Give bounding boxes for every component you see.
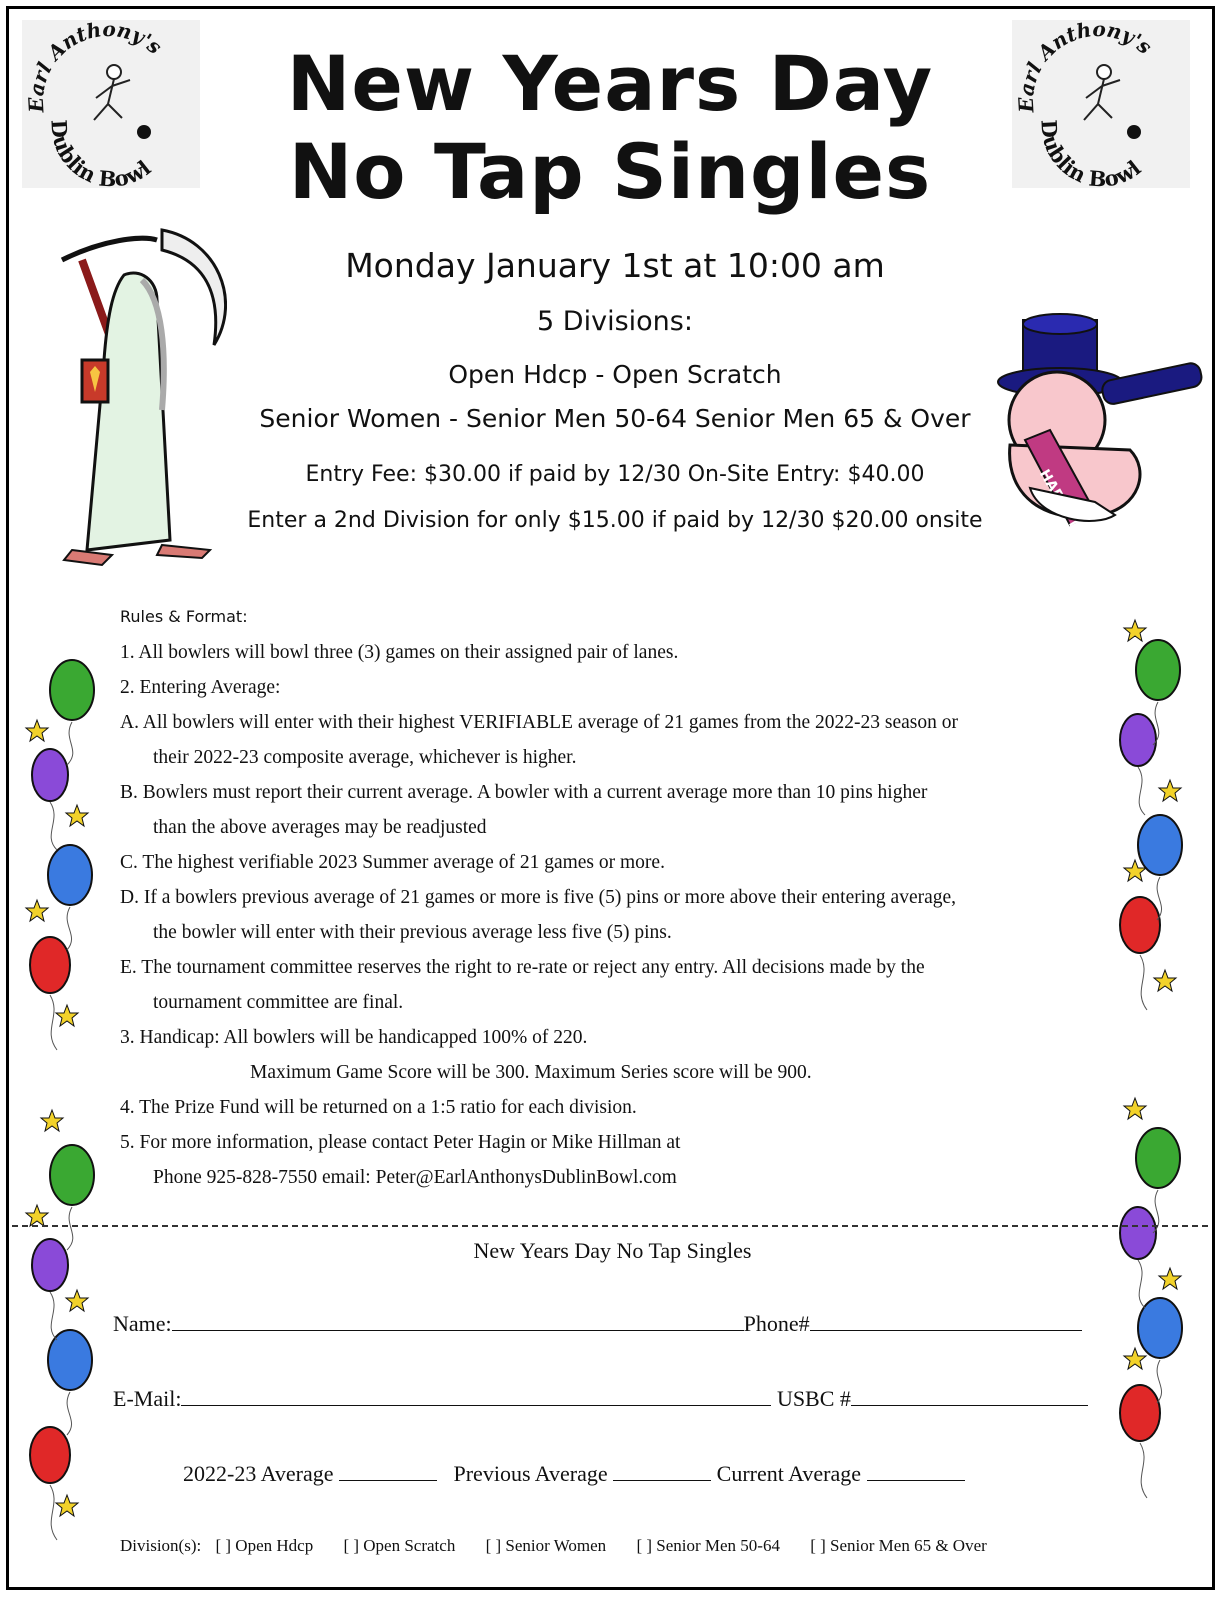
svg-text:Earl Anthony's — [24, 20, 167, 114]
rule-2c: C. The highest verifiable 2023 Summer average of 21 games or more. — [120, 852, 665, 873]
current-avg-field[interactable] — [867, 1460, 965, 1481]
usbc-field[interactable] — [851, 1385, 1088, 1406]
dublin-bowl-logo-right — [1012, 20, 1190, 188]
balloons-decoration-left-top — [22, 630, 102, 1090]
division-option-senior-men-65-over[interactable]: [ ] Senior Men 65 & Over — [810, 1536, 987, 1555]
prev-avg-field[interactable] — [613, 1460, 711, 1481]
rule-2d-cont: the bowler will enter with their previous average less five (5) pins. — [153, 922, 672, 943]
division-option-open-scratch[interactable]: [ ] Open Scratch — [343, 1536, 456, 1555]
logo-top-text: Earl Anthony's — [23, 20, 167, 114]
phone-label: Phone# — [743, 1311, 810, 1336]
divisions-label: Division(s): — [120, 1536, 202, 1555]
balloons-decoration-left-bottom — [22, 1105, 102, 1565]
rule-2a-cont: their 2022-23 composite average, whichever is higher. — [153, 747, 577, 768]
title-line-2: No Tap Singles — [288, 127, 932, 216]
name-row — [113, 1310, 1082, 1337]
form-title: New Years Day No Tap Singles — [473, 1238, 752, 1263]
divisions-heading: 5 Divisions: — [537, 306, 693, 337]
baby-new-year-illustration — [985, 290, 1220, 535]
usbc-label: USBC # — [776, 1386, 851, 1411]
divisions-checkbox-row — [120, 1536, 1110, 1556]
cut-line — [12, 1225, 1208, 1227]
division-option-senior-men-50-64[interactable]: [ ] Senior Men 50-64 — [636, 1536, 780, 1555]
svg-text:Earl Anthony's — [1014, 20, 1157, 114]
rule-2d: D. If a bowlers previous average of 21 games or more is five (5) pins or more above their entering average, — [120, 887, 957, 908]
rule-3: 3. Handicap: All bowlers will be handicapped 100% of 220. — [120, 1027, 588, 1048]
rule-2a: A. All bowlers will enter with their highest VERIFIABLE average of 21 games from the 2022-23 season or — [120, 712, 958, 733]
prev-avg-label: Previous Average — [453, 1461, 608, 1486]
father-time-illustration — [42, 220, 227, 575]
second-division-fee: Enter a 2nd Division for only $15.00 if paid by 12/30 $20.00 onsite — [247, 508, 983, 533]
name-field[interactable] — [172, 1310, 744, 1331]
email-field[interactable] — [181, 1385, 771, 1406]
rule-3-cont: Maximum Game Score will be 300. Maximum Series score will be 900. — [250, 1062, 812, 1083]
divisions-line-2: Senior Women - Senior Men 50-64 Senior Men 65 & Over — [259, 404, 971, 433]
rules-list — [120, 635, 1110, 1195]
avg-2022-field[interactable] — [339, 1460, 437, 1481]
avg-2022-label: 2022-23 Average — [183, 1461, 334, 1486]
division-option-senior-women[interactable]: [ ] Senior Women — [485, 1536, 607, 1555]
current-avg-label: Current Average — [716, 1461, 862, 1486]
email-label: E-Mail: — [113, 1386, 182, 1411]
division-option-open-hdcp[interactable]: [ ] Open Hdcp — [215, 1536, 314, 1555]
rule-5-contact: Phone 925-828-7550 email: Peter@EarlAnthonysDublinBowl.com — [153, 1167, 677, 1188]
rule-5: 5. For more information, please contact Peter Hagin or Mike Hillman at — [120, 1132, 681, 1153]
rule-2: 2. Entering Average: — [120, 677, 281, 698]
phone-field[interactable] — [810, 1310, 1082, 1331]
rules-heading: Rules & Format: — [120, 607, 248, 626]
name-label: Name: — [113, 1311, 172, 1336]
logo-top-text: Earl Anthony's — [1013, 20, 1157, 114]
dublin-bowl-logo-left — [22, 20, 200, 188]
entry-fee: Entry Fee: $30.00 if paid by 12/30 On-Site Entry: $40.00 — [305, 462, 925, 487]
rule-4: 4. The Prize Fund will be returned on a 1:5 ratio for each division. — [120, 1097, 637, 1118]
rule-2e: E. The tournament committee reserves the right to re-rate or reject any entry. All decisions made by the — [120, 957, 925, 978]
logo-bottom-text: Dublin Bowl — [1036, 118, 1146, 188]
logo-bottom-text: Dublin Bowl — [46, 118, 156, 188]
averages-row — [183, 1460, 965, 1487]
rule-1: 1. All bowlers will bowl three (3) games on their assigned pair of lanes. — [120, 642, 679, 663]
event-date-time: Monday January 1st at 10:00 am — [345, 246, 885, 285]
title-line-1: New Years Day — [286, 39, 934, 128]
email-row — [113, 1385, 1088, 1412]
balloons-decoration-right-top — [1110, 610, 1200, 1070]
rule-2e-cont: tournament committee are final. — [153, 992, 404, 1013]
rule-2b-cont: than the above averages may be readjusted — [153, 817, 487, 838]
divisions-line-1: Open Hdcp - Open Scratch — [448, 360, 782, 389]
rule-2b: B. Bowlers must report their current average. A bowler with a current average more than 10 pins higher — [120, 782, 928, 803]
balloons-decoration-right-bottom — [1110, 1088, 1200, 1548]
